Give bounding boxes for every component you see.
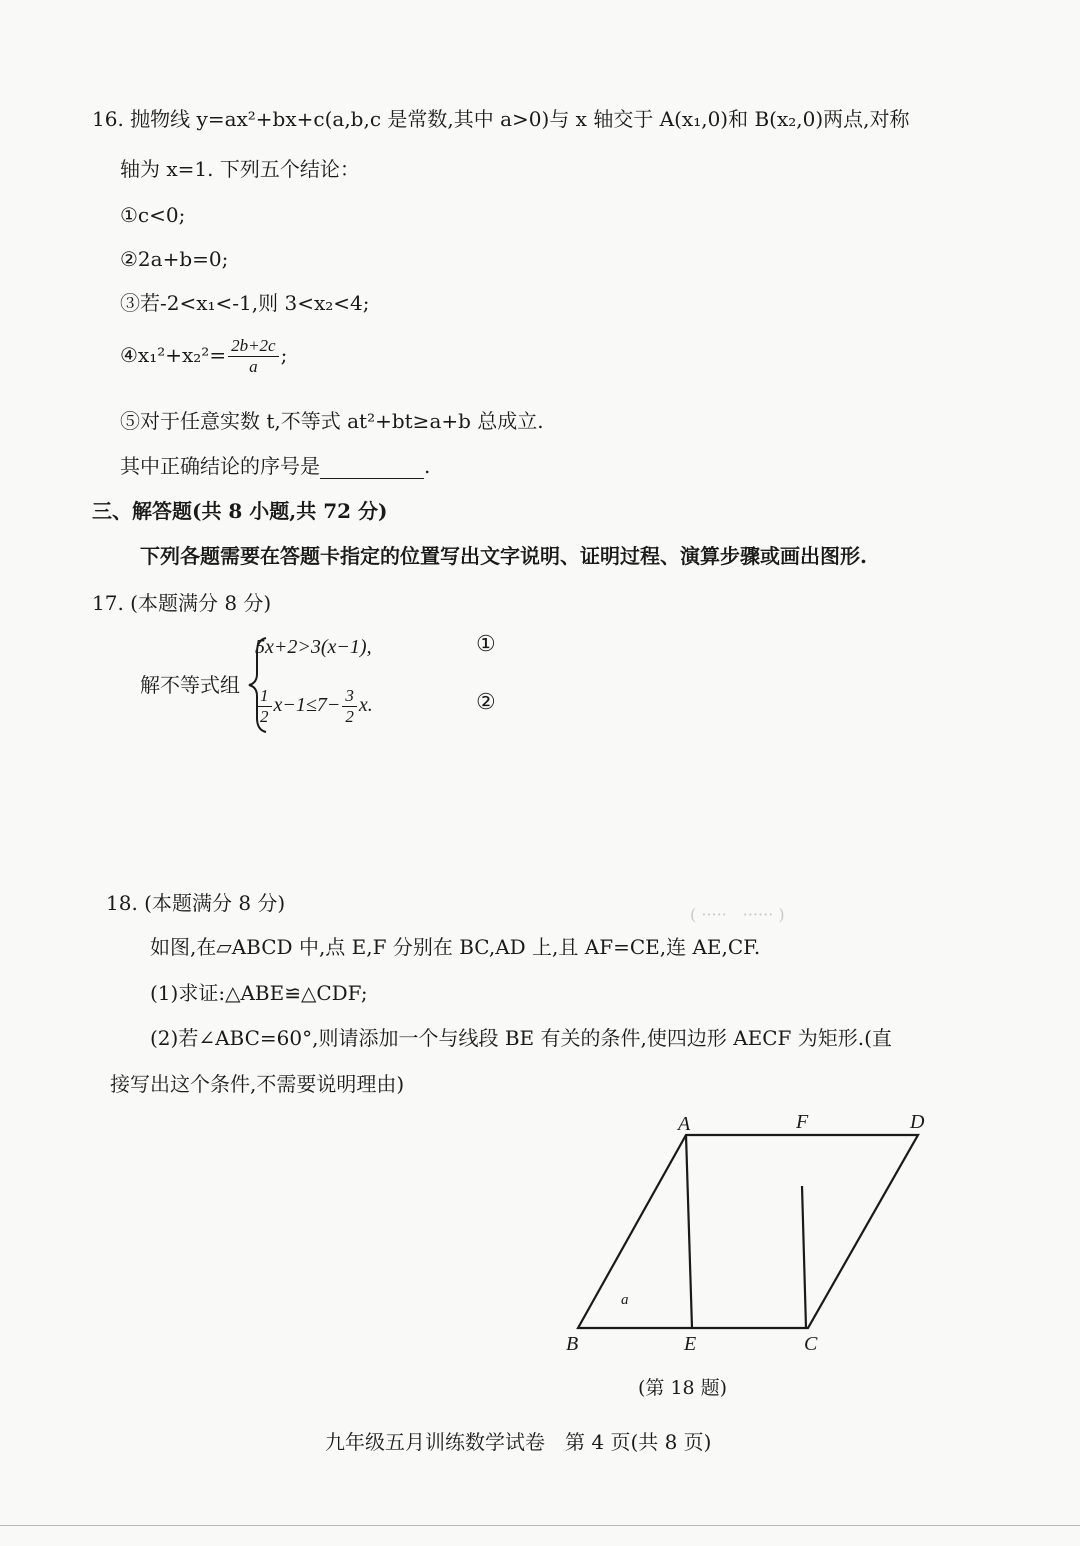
bottom-divider bbox=[0, 1525, 1080, 1526]
q17-fraction-half bbox=[257, 686, 272, 727]
q18-part-1: (1)求证:△ABE≌△CDF; bbox=[150, 981, 368, 1005]
vertex-label-c: C bbox=[804, 1333, 818, 1355]
parallelogram-abcd bbox=[578, 1135, 918, 1328]
q17-inequality-1: 5x+2>3(x−1), bbox=[255, 636, 372, 658]
q18-heading: 18. (本题满分 8 分) bbox=[106, 891, 286, 915]
q16-conclusion-2: ②2a+b=0; bbox=[120, 247, 229, 271]
point-label-e: E bbox=[684, 1333, 697, 1355]
q16-answer-blank bbox=[320, 458, 424, 479]
q16-fraction-denominator: a bbox=[249, 357, 258, 376]
q16-conclusion-4-end: ; bbox=[280, 343, 288, 367]
q18-part-2-line1: (2)若∠ABC=60°,则请添加一个与线段 BE 有关的条件,使四边形 AECF 为矩形.(直 bbox=[150, 1026, 892, 1050]
q16-stem-line2: 轴为 x=1. 下列五个结论： bbox=[120, 157, 360, 181]
q17-inequality-2-end: x. bbox=[358, 694, 373, 716]
q17-fraction-3-num: 3 bbox=[342, 686, 357, 707]
q18-parallelogram-figure bbox=[560, 1108, 940, 1358]
q16-conclusion-5: ⑤对于任意实数 t,不等式 at²+bt≥a+b 总成立. bbox=[120, 409, 544, 433]
q18-body: 如图,在▱ABCD 中,点 E,F 分别在 BC,AD 上,且 AF=CE,连 AE,CF. bbox=[150, 935, 761, 959]
q16-fraction-numerator: 2b+2c bbox=[228, 336, 279, 357]
point-label-f: F bbox=[796, 1111, 809, 1133]
segment-cf bbox=[802, 1186, 806, 1328]
q17-label: 解不等式组 bbox=[140, 673, 240, 697]
q16-stem-line1: 16. 抛物线 y=ax²+bx+c(a,b,c 是常数,其中 a>0)与 x 轴交于 A(x₁,0)和 B(x₂,0)两点,对称 bbox=[92, 107, 910, 131]
q17-fraction-3-den: 2 bbox=[345, 706, 354, 726]
q17-mark-2: ② bbox=[476, 690, 496, 715]
q16-answer-label: 其中正确结论的序号是 bbox=[120, 454, 320, 478]
q16-answer-prompt bbox=[120, 453, 430, 479]
q16-conclusion-1: ①c<0; bbox=[120, 203, 186, 227]
q17-inequality-2 bbox=[255, 684, 373, 727]
q16-fraction bbox=[228, 336, 279, 377]
q17-fraction-half-den: 2 bbox=[260, 706, 269, 726]
q17-mark-1: ① bbox=[476, 632, 496, 657]
vertex-label-d: D bbox=[910, 1111, 925, 1133]
vertex-label-b: B bbox=[566, 1333, 579, 1355]
bleed-through-marks: ( ····· ······ ) bbox=[690, 905, 785, 924]
q17-fraction-half-num: 1 bbox=[257, 686, 272, 707]
q16-conclusion-4 bbox=[120, 336, 287, 377]
segment-ae bbox=[686, 1135, 692, 1328]
section-3-title: 三、解答题(共 8 小题,共 72 分) bbox=[92, 499, 388, 523]
q17-fraction-three-halves bbox=[342, 686, 357, 727]
q17-heading: 17. (本题满分 8 分) bbox=[92, 591, 272, 615]
q17-inequality-2-middle: x−1≤7− bbox=[273, 694, 341, 716]
page-footer: 九年级五月训练数学试卷 第 4 页(共 8 页) bbox=[325, 1430, 712, 1454]
figure-caption: (第 18 题) bbox=[638, 1377, 728, 1399]
angle-mark-a: a bbox=[621, 1292, 629, 1308]
section-3-instruction: 下列各题需要在答题卡指定的位置写出文字说明、证明过程、演算步骤或画出图形. bbox=[140, 544, 867, 568]
q16-conclusion-3: ③若-2<x₁<-1,则 3<x₂<4; bbox=[120, 291, 370, 315]
q16-conclusion-4-lhs: ④x₁²+x₂²= bbox=[120, 343, 227, 367]
q16-answer-end: . bbox=[424, 454, 431, 478]
vertex-label-a: A bbox=[678, 1113, 691, 1135]
q18-part-2-line2: 接写出这个条件,不需要说明理由) bbox=[110, 1072, 405, 1096]
